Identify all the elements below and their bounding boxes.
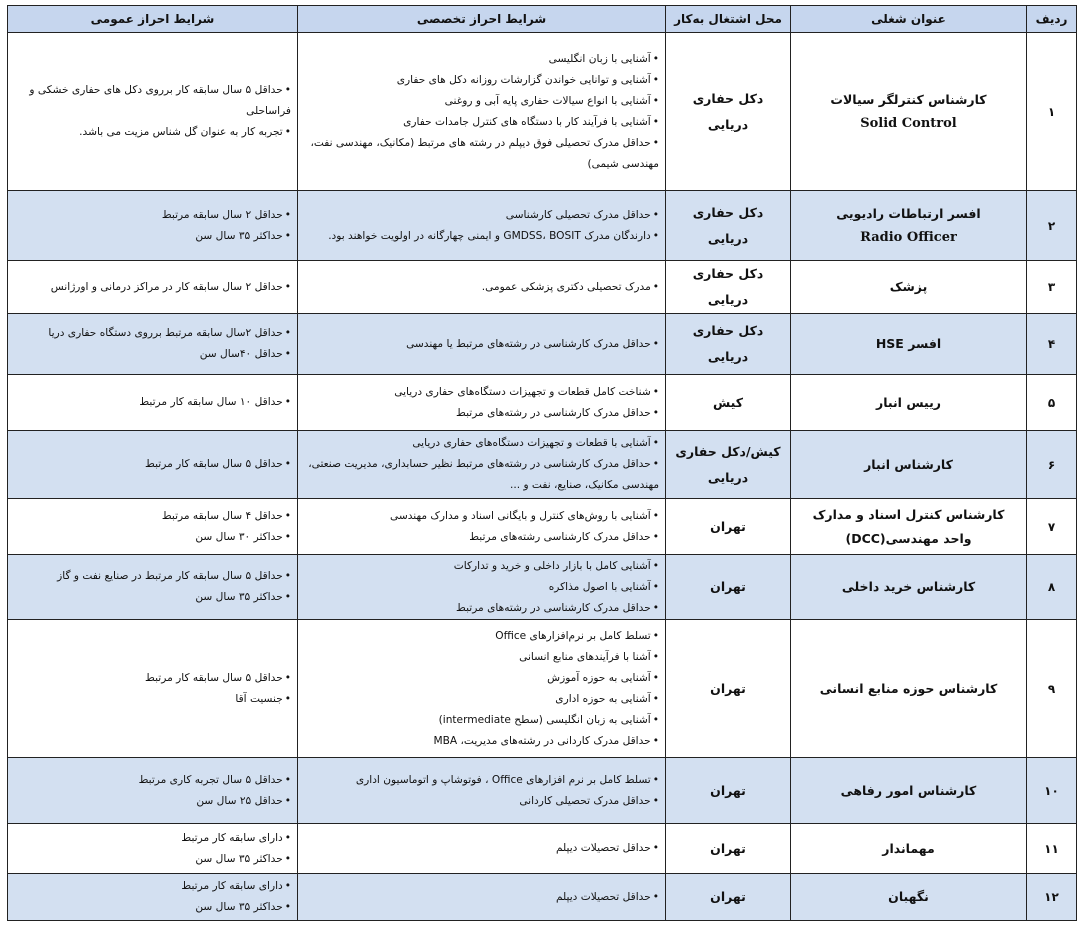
work-location: تهران (666, 824, 791, 874)
requirement-text: حداقل ۲ سال سابقه کار در مراکز درمانی و اورژانس (50, 280, 283, 293)
requirement-text: حداقل ۲ سال سابقه مرتبط (161, 208, 283, 221)
general-requirements (8, 314, 298, 375)
specialized-list (304, 506, 659, 548)
general-requirements (8, 555, 298, 620)
work-location: کیش (666, 375, 791, 431)
job-title: افسر ارتباطات رادیویی (836, 205, 981, 221)
specialized-list (304, 334, 659, 355)
requirement-text: حداکثر ۳۵ سال سن (195, 229, 283, 242)
job-title: پزشک (889, 279, 928, 294)
job-title-cell (791, 824, 1027, 874)
list-item (304, 433, 659, 454)
table-row (8, 191, 1077, 261)
work-location: دکل حفاری دریایی (666, 33, 791, 191)
requirement-text: آشنایی با انواع سیالات حفاری پایه آبی و روغنی (444, 94, 651, 107)
requirement-text: آشنایی به حوزه آموزش (547, 671, 651, 684)
requirement-text: دارای سابقه کار مرتبط (181, 880, 283, 892)
job-title-cell (791, 555, 1027, 620)
general-requirements (8, 824, 298, 874)
list-item (304, 731, 659, 752)
list-item (14, 392, 291, 413)
job-title-cell (791, 499, 1027, 555)
row-number: ۱ (1027, 33, 1077, 191)
requirement-text: حداقل مدرک تحصیلی کاردانی (519, 794, 651, 807)
requirement-text: دارای سابقه کار مرتبط (181, 831, 283, 844)
list-item (304, 668, 659, 689)
work-location: تهران (666, 620, 791, 758)
job-title-cell (791, 431, 1027, 499)
requirement-text: تسلط کامل بر نرم‌افزارهای Office (495, 629, 651, 642)
list-item (14, 344, 291, 365)
general-requirements (8, 375, 298, 431)
general-requirements (8, 874, 298, 921)
specialized-list (304, 626, 659, 752)
specialized-list (304, 556, 659, 619)
job-title-cell (791, 314, 1027, 375)
header-location: محل اشتغال به‌کار (666, 6, 791, 33)
list-item (304, 70, 659, 91)
requirement-text: حداقل مدرک کارشناسی در رشته‌های مرتبط (456, 406, 651, 419)
general-list (14, 770, 291, 812)
requirement-text: دارندگان مدرک GMDSS، BOSIT و ایمنی چهارگانه در اولویت خواهند بود. (328, 229, 651, 242)
list-item (304, 770, 659, 791)
requirement-text: حداکثر ۳۵ سال سن (195, 591, 283, 603)
job-title: کارشناس امور رفاهی (840, 782, 977, 798)
list-item (304, 334, 659, 355)
job-title: کارشناس حوزه منابع انسانی (819, 680, 998, 696)
job-title: نگهبان (888, 889, 929, 904)
work-location: تهران (666, 758, 791, 824)
requirement-text: آشنایی به زبان انگلیسی (سطح intermediate) (438, 713, 651, 726)
specialized-requirements (298, 33, 666, 191)
list-item (304, 382, 659, 403)
list-item (304, 205, 659, 226)
requirement-text: حداقل ۲سال سابقه مرتبط برروی دستگاه حفاری دریا (48, 327, 283, 339)
list-item (304, 277, 659, 298)
specialized-requirements (298, 555, 666, 620)
specialized-requirements (298, 375, 666, 431)
requirement-text: مدرک تحصیلی دکتری پزشکی عمومی. (481, 280, 651, 293)
row-number: ۸ (1027, 555, 1077, 620)
table-row (8, 314, 1077, 375)
specialized-requirements (298, 824, 666, 874)
row-number: ۱۲ (1027, 874, 1077, 921)
list-item (14, 566, 291, 587)
general-list (14, 828, 291, 870)
row-number: ۶ (1027, 431, 1077, 499)
table-row (8, 874, 1077, 921)
requirement-text: حداقل ۴ سال سابقه مرتبط (161, 509, 283, 522)
job-title: کارشناس انبار (864, 456, 953, 472)
job-title-cell (791, 620, 1027, 758)
requirement-text: حداقل ۲۵ سال سن (196, 794, 283, 807)
list-item (14, 587, 291, 608)
list-item (14, 80, 291, 122)
list-item (304, 887, 659, 908)
list-item (304, 91, 659, 112)
requirement-text: حداقل مدرک کارشناسی در رشته‌های مرتبط (456, 601, 651, 614)
requirement-text: حداقل ۴۰سال سن (199, 348, 283, 360)
list-item (304, 791, 659, 812)
table-body (8, 33, 1077, 921)
header-general-requirements: شرایط احراز عمومی (8, 6, 298, 33)
requirement-text: حداقل ۵ سال سابقه کار مرتبط (145, 671, 283, 684)
list-item (304, 454, 659, 496)
list-item (304, 838, 659, 859)
list-item (14, 226, 291, 247)
list-item (14, 791, 291, 812)
job-title: کارشناس خرید داخلی (841, 579, 976, 594)
list-item (304, 49, 659, 70)
general-requirements (8, 620, 298, 758)
specialized-list (304, 382, 659, 424)
table-row (8, 261, 1077, 314)
requirement-text: آشنایی کامل با بازار داخلی و خرید و تدارکات (453, 559, 651, 572)
requirement-text: آشنایی با اصول مذاکره (548, 580, 651, 593)
job-title-cell (791, 758, 1027, 824)
specialized-list (304, 277, 659, 298)
requirement-text: حداقل مدرک کارشناسی در رشته‌های مرتبط نظیر حسابداری، مدیریت صنعتی، مهندسی مکانیک، صنایع، نفت و ... (308, 458, 659, 491)
row-number: ۲ (1027, 191, 1077, 261)
job-title: کارشناس کنترلگر سیالات (830, 91, 987, 107)
requirement-text: حداکثر ۳۵ سال سن (195, 901, 283, 913)
row-number: ۱۱ (1027, 824, 1077, 874)
requirement-text: حداقل مدرک کارشناسی در رشته‌های مرتبط یا مهندسی (406, 337, 651, 350)
requirement-text: آشنایی به حوزه اداری (555, 692, 651, 705)
list-item (304, 226, 659, 247)
specialized-list (304, 887, 659, 908)
table-row (8, 375, 1077, 431)
table-row (8, 33, 1077, 191)
job-requirements-table (7, 5, 1077, 921)
requirement-text: حداقل مدرک تحصیلی کارشناسی (505, 208, 651, 221)
requirement-text: آشنایی با زبان انگلیسی (548, 52, 651, 65)
requirement-text: حداقل مدرک کاردانی در رشته‌های مدیریت، MBA (433, 734, 651, 747)
specialized-requirements (298, 191, 666, 261)
general-list (14, 566, 291, 608)
general-list (14, 392, 291, 413)
work-location: دکل حفاری دریایی (666, 191, 791, 261)
general-requirements (8, 499, 298, 555)
requirement-text: حداقل ۵ سال سابقه کار مرتبط (145, 458, 283, 470)
list-item (304, 647, 659, 668)
row-number: ۳ (1027, 261, 1077, 314)
list-item (14, 849, 291, 870)
requirement-text: تسلط کامل بر نرم افزارهای Office ، فوتوشاپ و اتوماسیون اداری (355, 773, 651, 786)
job-title: مهماندار (882, 840, 935, 856)
job-title: کارشناس کنترل اسناد و مدارک واحد مهندسی(DCC) (812, 506, 1005, 546)
requirement-text: آشنایی با روش‌های کنترل و بایگانی اسناد و مدارک مهندسی (390, 509, 651, 522)
work-location: کیش/دکل حفاری دریایی (666, 431, 791, 499)
specialized-list (304, 770, 659, 812)
list-item (304, 577, 659, 598)
specialized-requirements (298, 874, 666, 921)
specialized-requirements (298, 758, 666, 824)
general-requirements (8, 758, 298, 824)
work-location: دکل حفاری دریایی (666, 314, 791, 375)
list-item (304, 598, 659, 619)
work-location: تهران (666, 874, 791, 921)
table-row (8, 758, 1077, 824)
row-number: ۱۰ (1027, 758, 1077, 824)
specialized-list (304, 433, 659, 496)
table-row (8, 431, 1077, 499)
requirement-text: شناخت کامل قطعات و تجهیزات دستگاه‌های حفاری دریایی (394, 385, 651, 398)
table-row (8, 555, 1077, 620)
list-item (304, 710, 659, 731)
header-specialized-requirements: شرایط احراز تخصصی (298, 6, 666, 33)
requirement-text: حداقل ۵ سال سابقه کار مرتبط در صنایع نفت و گاز (57, 570, 283, 582)
list-item (304, 527, 659, 548)
general-requirements (8, 431, 298, 499)
requirement-text: آشنایی و توانایی خواندن گزارشات روزانه دکل های حفاری (396, 73, 651, 86)
list-item (14, 876, 291, 897)
requirement-text: آشنایی با فرآیند کار با دستگاه های کنترل جامدات حفاری (403, 115, 651, 128)
general-requirements (8, 33, 298, 191)
list-item (14, 527, 291, 548)
table-row (8, 824, 1077, 874)
requirement-text: حداقل مدرک تحصیلی فوق دیپلم در رشته های مرتبط (مکانیک، مهندسی نفت، مهندسی شیمی) (310, 136, 659, 170)
header-job-title: عنوان شغلی (791, 6, 1027, 33)
requirement-text: آشنا با فرآیندهای منابع انسانی (519, 650, 651, 663)
general-requirements (8, 191, 298, 261)
requirement-text: آشنایی با قطعات و تجهیزات دستگاه‌های حفاری دریایی (412, 437, 651, 449)
specialized-requirements (298, 314, 666, 375)
list-item (14, 205, 291, 226)
specialized-requirements (298, 431, 666, 499)
requirement-text: حداقل تحصیلات دیپلم (555, 890, 651, 903)
list-item (14, 506, 291, 527)
list-item (14, 323, 291, 344)
requirement-text: حداقل ۵ سال سابقه کار برروی دکل های حفاری خشکی و فراساحلی (29, 84, 291, 117)
table-row (8, 620, 1077, 758)
job-title-cell (791, 261, 1027, 314)
requirement-text: حداقل ۱۰ سال سابقه کار مرتبط (139, 396, 283, 408)
row-number: ۷ (1027, 499, 1077, 555)
list-item (304, 689, 659, 710)
table-row (8, 499, 1077, 555)
list-item (304, 556, 659, 577)
list-item (304, 133, 659, 175)
requirement-text: جنسیت آقا (235, 692, 283, 705)
list-item (14, 828, 291, 849)
requirement-text: حداکثر ۳۰ سال سن (195, 530, 283, 543)
requirement-text: حداکثر ۳۵ سال سن (195, 852, 283, 865)
general-list (14, 277, 291, 298)
job-title-cell (791, 33, 1027, 191)
specialized-requirements (298, 261, 666, 314)
job-title: رییس انبار (876, 394, 941, 410)
list-item (14, 770, 291, 791)
header-row (8, 6, 1077, 33)
list-item (304, 626, 659, 647)
header-row-no: ردیف (1027, 6, 1077, 33)
general-list (14, 876, 291, 918)
specialized-list (304, 838, 659, 859)
general-list (14, 80, 291, 143)
job-title-cell (791, 191, 1027, 261)
general-requirements (8, 261, 298, 314)
work-location: تهران (666, 499, 791, 555)
list-item (14, 668, 291, 689)
row-number: ۹ (1027, 620, 1077, 758)
list-item (304, 403, 659, 424)
list-item (14, 122, 291, 143)
work-location: تهران (666, 555, 791, 620)
general-list (14, 454, 291, 475)
work-location: دکل حفاری دریایی (666, 261, 791, 314)
job-title-english: Solid Control (860, 115, 957, 131)
requirement-text: حداقل مدرک کارشناسی رشته‌های مرتبط (469, 530, 651, 543)
general-list (14, 323, 291, 365)
job-title-english: Radio Officer (860, 229, 957, 245)
specialized-list (304, 205, 659, 247)
list-item (14, 454, 291, 475)
row-number: ۴ (1027, 314, 1077, 375)
list-item (304, 112, 659, 133)
list-item (304, 506, 659, 527)
job-title-cell (791, 874, 1027, 921)
row-number: ۵ (1027, 375, 1077, 431)
general-list (14, 668, 291, 710)
job-title-cell (791, 375, 1027, 431)
requirement-text: حداقل تحصیلات دیپلم (555, 842, 651, 854)
list-item (14, 689, 291, 710)
job-title: افسر HSE (875, 336, 942, 351)
requirement-text: حداقل ۵ سال تجربه کاری مرتبط (138, 773, 283, 786)
specialized-requirements (298, 499, 666, 555)
list-item (14, 897, 291, 918)
general-list (14, 506, 291, 548)
requirement-text: تجربه کار به عنوان گل شناس مزیت می باشد. (79, 126, 283, 138)
specialized-list (304, 49, 659, 175)
specialized-requirements (298, 620, 666, 758)
list-item (14, 277, 291, 298)
general-list (14, 205, 291, 247)
